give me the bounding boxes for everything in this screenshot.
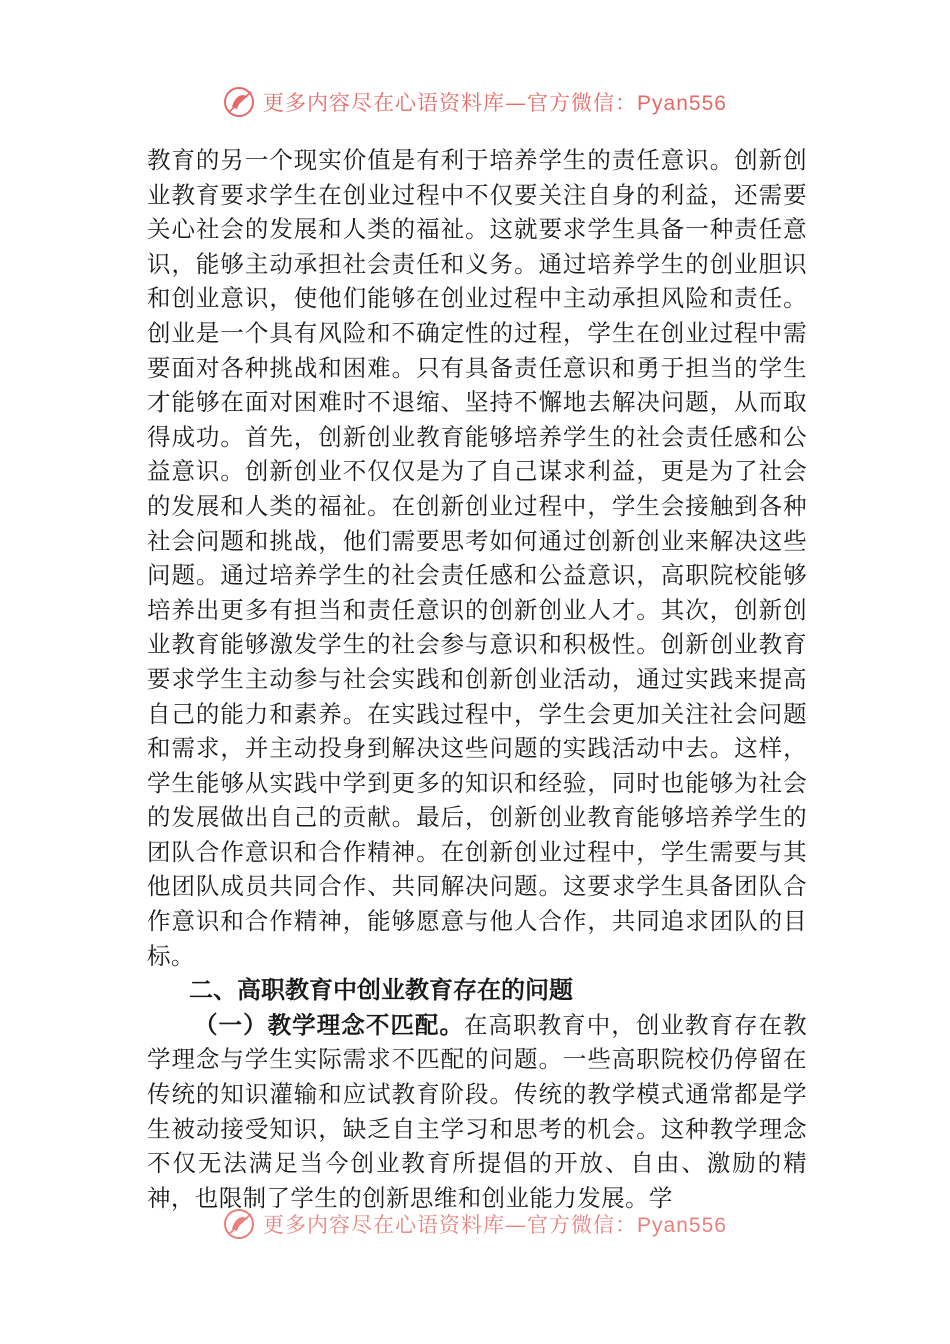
body-paragraph: 教育的另一个现实价值是有利于培养学生的责任意识。创新创业教育要求学生在创业过程中不仅要关注自身的利益，还需要关心社会的发展和人类的福祉。这就要求学生具备一种责任意识，能够主动承担社会责任和义务。通过培养学生的创业胆识和创业意识，使他们能够在创业过程中主动承担风险和责任。创业是一个具有风险和不确定性的过程，学生在创业过程中需要面对各种挑战和困难。只有具备责任意识和勇于担当的学生才能够在面对困难时不退缩、坚持不懈地去解决问题，从而取得成功。首先，创新创业教育能够培养学生的社会责任感和公益意识。创新创业不仅仅是为了自己谋求利益，更是为了社会的发展和人类的福祉。在创新创业过程中，学生会接触到各种社会问题和挑战，他们需要思考如何通过创新创业来解决这些问题。通过培养学生的社会责任感和公益意识，高职院校能够培养出更多有担当和责任意识的创新创业人才。其次，创新创业教育能够激发学生的社会参与意识和积极性。创新创业教育要求学生主动参与社会实践和创新创业活动，通过实践来提高自己的能力和素养。在实践过程中，学生会更加关注社会问题和需求，并主动投身到解决这些问题的实践活动中去。这样，学生能够从实践中学到更多的知识和经验，同时也能够为社会的发展做出自己的贡献。最后，创新创业教育能够培养学生的团队合作意识和合作精神。在创新创业过程中，学生需要与其他团队成员共同合作、共同解决问题。这要求学生具备团队合作意识和合作精神，能够愿意与他人合作，共同追求团队的目标。 [147,146,807,970]
subsection-paragraph [147,1008,807,1216]
watermark-text: 更多内容尽在心语资料库—官方微信：Pyan556 [263,91,727,115]
watermark-text: 更多内容尽在心语资料库—官方微信：Pyan556 [263,1213,727,1237]
brand-logo-icon [223,85,257,119]
subsection-text: 在高职教育中，创业教育存在教学理念与学生实际需求不匹配的问题。一些高职院校仍停留在传统的知识灌输和应试教育阶段。传统的教学模式通常都是学生被动接受知识，缺乏自主学习和思考的机会。这种教学理念不仅无法满足当今创业教育所提倡的开放、自由、激励的精神，也限制了学生的创新思维和创业能力发展。学 [147,1010,807,1212]
subsection-lead: （一）教学理念不匹配。 [194,1010,464,1039]
watermark-banner-top [0,82,950,122]
watermark-banner-bottom [0,1204,950,1244]
section-heading: 二、高职教育中创业教育存在的问题 [189,976,573,1005]
document-body [147,143,807,1215]
brand-logo-icon [223,1207,257,1241]
